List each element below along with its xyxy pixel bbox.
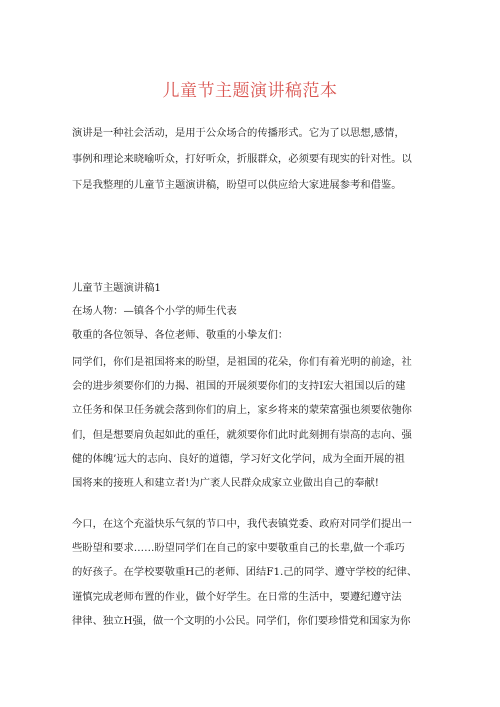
paragraph-line: 律律、独立H强，做一个文明的小公民。同学们，你们要珍惜党和国家为你	[72, 614, 411, 627]
section-heading: 儿童节主题演讲稿1	[72, 282, 161, 294]
paragraph-line: 健的体魄’远大的志向、良好的道德，学习好文化学问，成为全面开展的祖	[72, 452, 405, 465]
paragraph-line: 国将来的接班人和建立者!为广袤人民群众成家立业做出自己的奉献!	[72, 477, 379, 490]
intro-paragraph	[72, 120, 430, 198]
document-title: 儿童节主题演讲稿范本	[162, 81, 338, 101]
greeting-line: 敬重的各位领导、各位老师、敬重的小挚友们：	[72, 329, 289, 341]
body-paragraph-2	[72, 512, 432, 633]
paragraph-line: 同学们，你们是祖国将来的盼望，是祖国的花朵，你们有着光明的前途，社	[72, 356, 412, 368]
paragraph-line: 立任务和保卫任务就会落到你们的肩上，家乡将来的蒙荣富强也须要依匏你	[72, 404, 412, 417]
paragraph-line: 谨慎完成老师布置的作业，做个好学生。在日常的生活中，要遵纪遵守法	[72, 590, 402, 603]
paragraph-line: 的好孩子。在学校要敬重H己的老师、团结F1.己的同学、遵守学校的纪律、	[72, 566, 418, 579]
body-paragraph-1	[72, 350, 432, 495]
paragraph-line: 们，但是想要肩负起如此的重任，就须要你们此时此刻拥有崇高的志向、强	[72, 428, 412, 441]
paragraph-line: 今口，在这个充溢快乐气氛的节口中，我代表镇党委、政府对同学们提出一	[72, 518, 412, 530]
intro-line: 演讲是一种社会活动，是用于公众场合的传播形式。它为了以思想,感情，	[72, 127, 405, 139]
intro-line: 下是我整理的儿童节主题演讲稿，盼望可以供应给大家进展参考和借鉴。	[72, 179, 402, 191]
speaker-line: 在场人物：—镇各个小学的师生代表	[72, 305, 237, 317]
paragraph-line: 会的进步须要你们的力揭、祖国的开展须要你们的支持I宏大祖国以后的建	[72, 380, 406, 393]
intro-line: 事例和理论来晓喻听众，打好听众，折服群众，必须要有现实的针对性。以	[72, 153, 412, 165]
paragraph-line: 些盼望和要求……盼望同学们在自己的家中要敬重自己的长辈,做一个乖巧	[72, 542, 405, 555]
